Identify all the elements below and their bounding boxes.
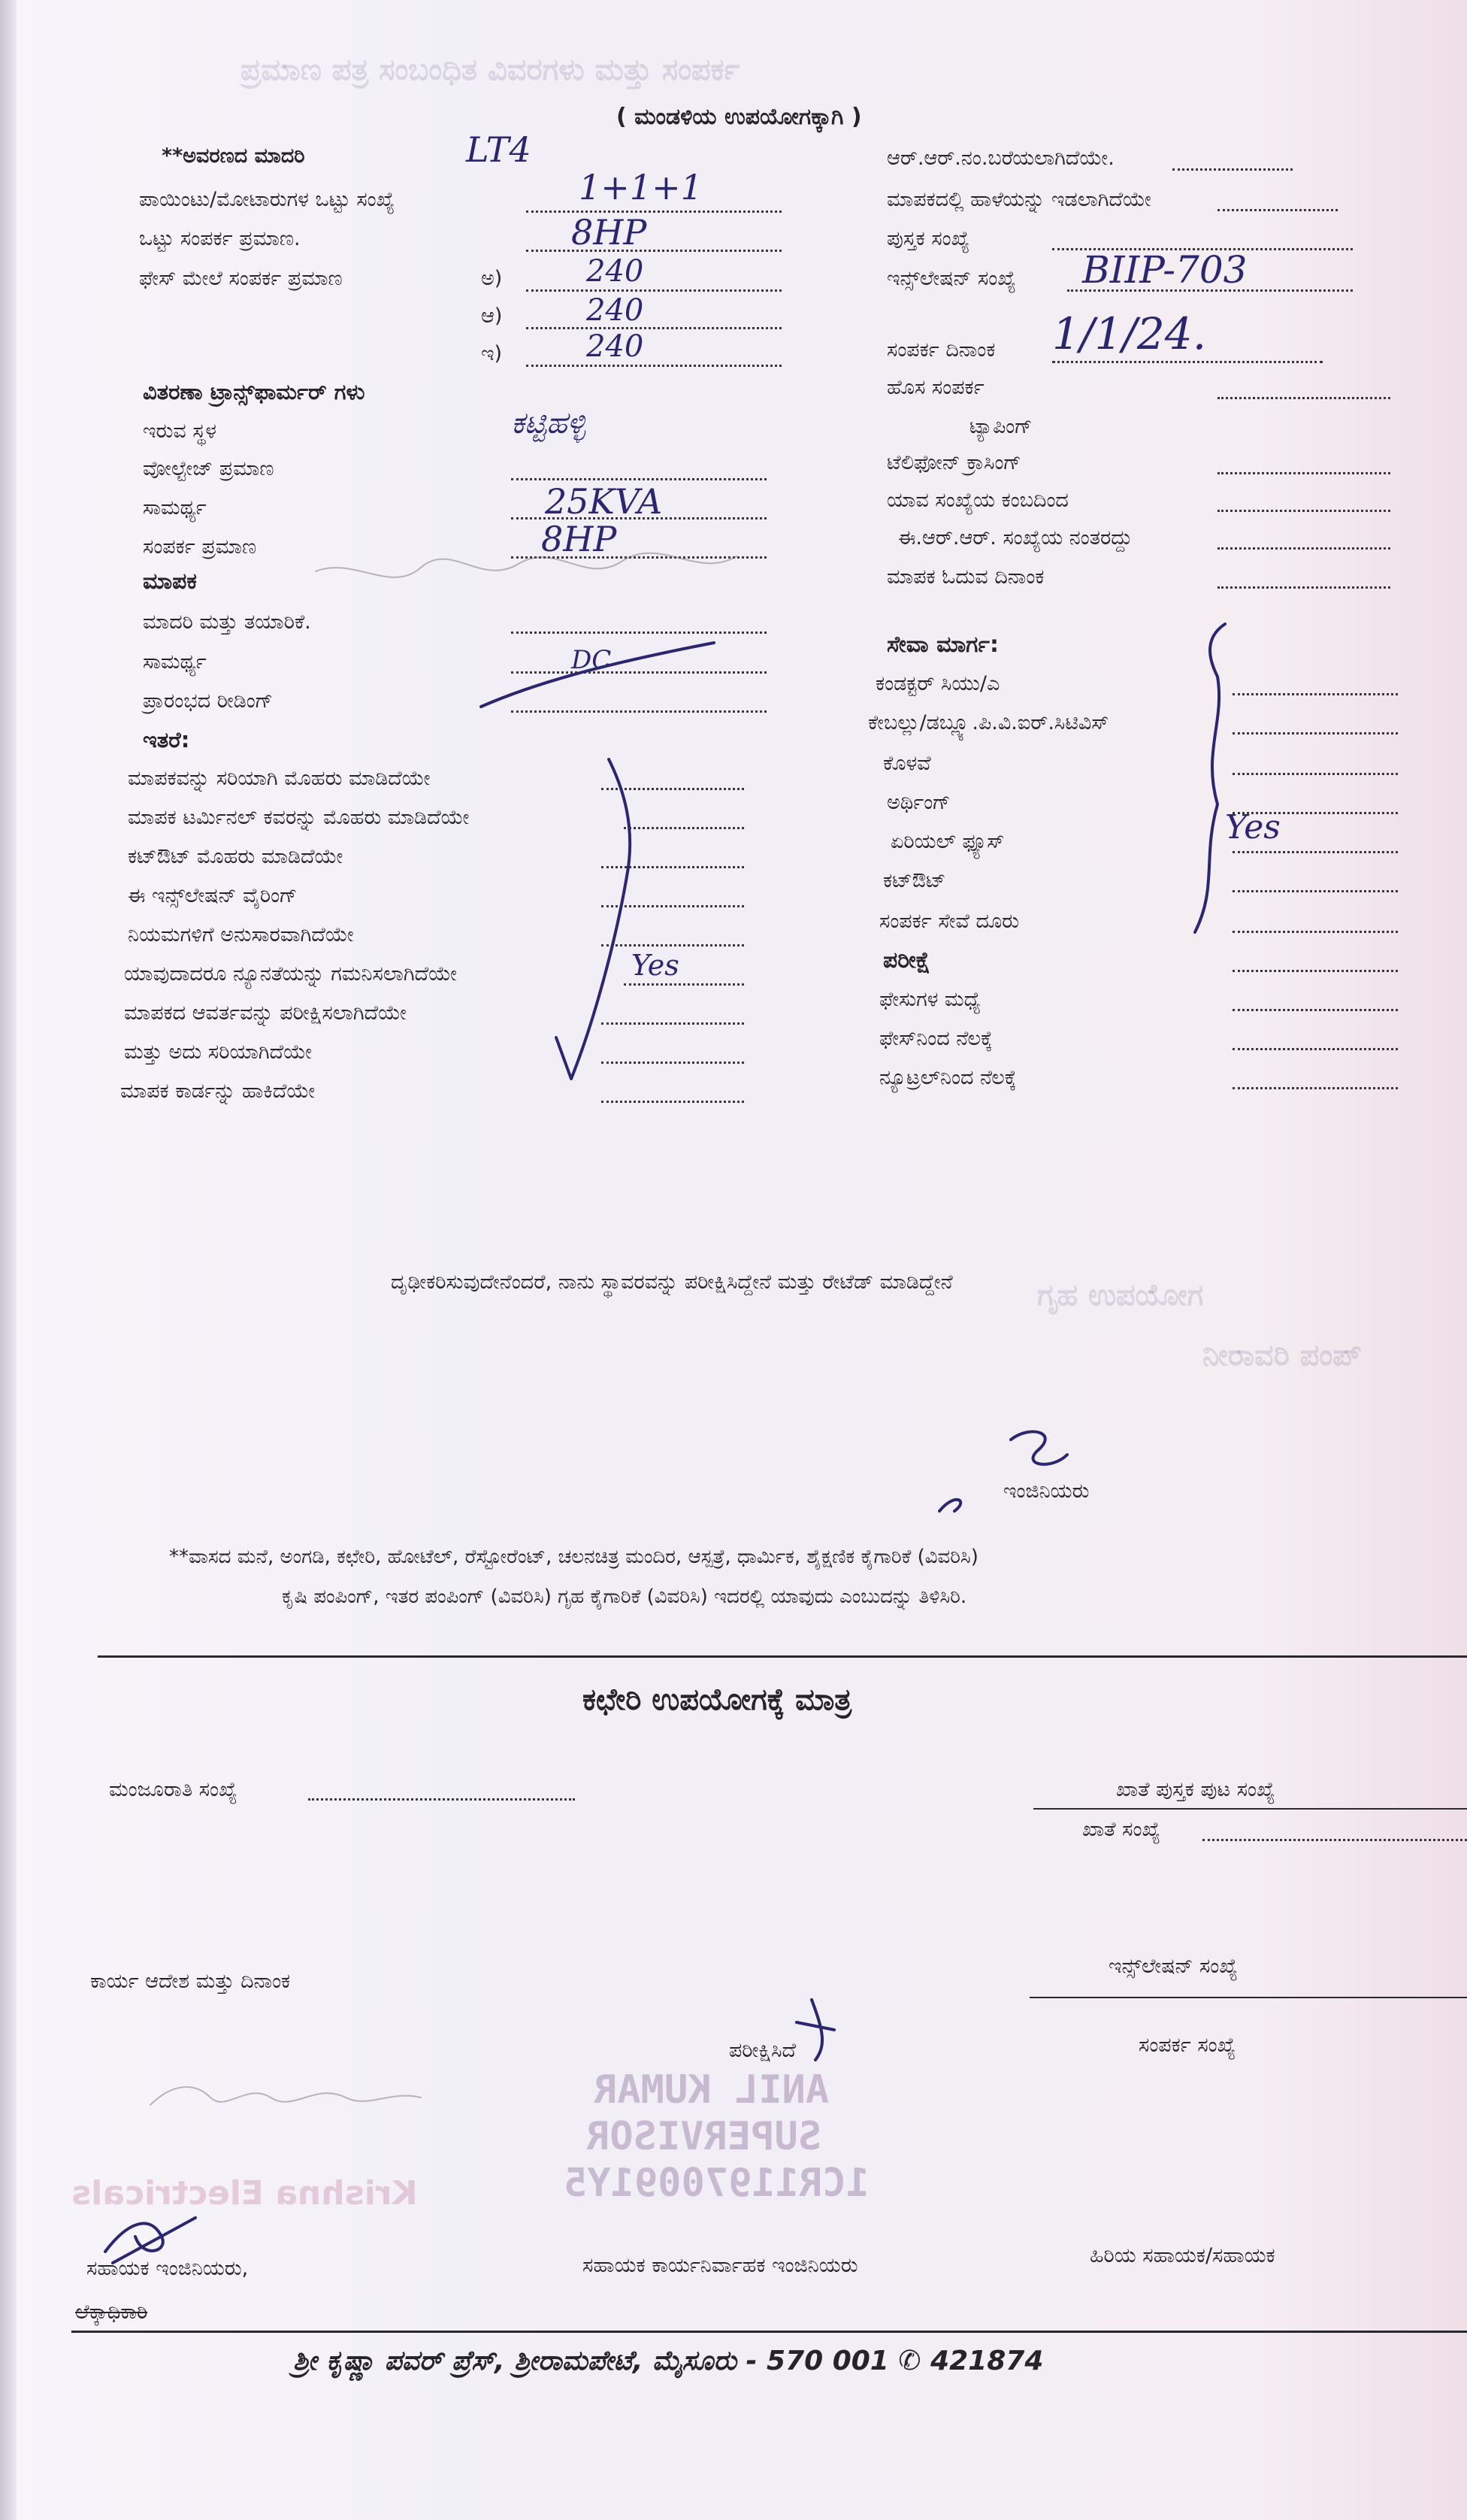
points-label: ಪಾಯಿಂಟು/ಮೋಟಾರುಗಳ ಒಟ್ಟು ಸಂಖ್ಯೆ xyxy=(139,188,395,211)
phase-a-value: 240 xyxy=(586,254,644,289)
footnote-line-2: ಕೃಷಿ ಪಂಪಿಂಗ್, ಇತರ ಪಂಪಿಂಗ್ (ವಿವರಿಸಿ) ಗೃಹ ಕೈಗಾರಿಕೆ (ವಿವರಿಸಿ) ಇದರಲ್ಲಿ ಯಾವುದು ಎಂಬುದನ್ನು ತಿಳಿಸಿರಿ. xyxy=(282,1586,967,1608)
conn-load-value: 8HP xyxy=(541,519,617,559)
service-answer: Yes xyxy=(1225,808,1281,847)
form-title: ( ಮಂಡಳಿಯ ಉಪಯೋಗಕ್ಕಾಗಿ ) xyxy=(616,104,862,130)
new-connection-label: ಹೊಸ ಸಂಪರ್ಕ xyxy=(887,376,985,399)
location-value: ಕಟ್ಟಿಹಳ್ಳಿ xyxy=(511,406,586,441)
after-rr-label: ಈ.ಆರ್.ಆರ್. ಸಂಖ್ಯೆಯ ನಂತರದ್ದು xyxy=(898,526,1133,550)
accounts-officer-label: ಲೆಕ್ಕಾಧಿಕಾರಿ xyxy=(75,2300,148,2324)
faint-signature xyxy=(150,2087,421,2105)
check-meter-cycle: ಮಾಪಕದ ಆವರ್ತವನ್ನು ಪರೀಕ್ಷಿಸಲಾಗಿದೆಯೇ xyxy=(124,1001,407,1025)
aerial-fuse-label: ಏರಿಯಲ್ ಫ್ಯೂಸ್ xyxy=(891,830,1005,853)
printer-line: ಶ್ರೀ ಕೃಷ್ಣಾ ಪವರ್ ಪ್ರೆಸ್, ಶ್ರೀರಾಮಪೇಟೆ, ಮೈಸೂರು - 570 001 ✆ 421874 xyxy=(293,2346,1044,2376)
check-defects: ಯಾವುದಾದರೂ ನ್ಯೂನತೆಯನ್ನು ಗಮನಿಸಲಾಗಿದೆಯೇ xyxy=(124,962,457,986)
conn-load-label: ಸಂಪರ್ಕ ಪ್ರಮಾಣ xyxy=(143,535,257,559)
checks-answer: Yes xyxy=(631,949,679,982)
pole-label: ಯಾವ ಸಂಖ್ಯೆಯ ಕಂಬದಿಂದ xyxy=(887,489,1069,512)
meter-capacity-label: ಸಾಮರ್ಥ್ಯ xyxy=(143,650,207,674)
cable-label: ಕೇಬಲ್ಲು/ಡಬ್ಲ್ಯೂ.ಪಿ.ವಿ.ಐರ್.ಸಿಟಿವಿಸ್ xyxy=(868,711,1109,734)
check-meter-sealed: ಮಾಪಕವನ್ನು ಸರಿಯಾಗಿ ಮೊಹರು ಮಾಡಿದೆಯೇ xyxy=(128,767,431,790)
work-order-label: ಕಾರ್ಯ ಆದೇಶ ಮತ್ತು ದಿನಾಂಕ xyxy=(90,1970,291,1993)
check-meter-card: ಮಾಪಕ ಕಾರ್ಡನ್ನು ಹಾಕಿದೆಯೇ xyxy=(120,1080,316,1103)
cutout-label: ಕಟ್‌ಔಟ್ xyxy=(883,869,946,892)
asst-engineer-signature xyxy=(105,2218,195,2263)
phase-b-value: 240 xyxy=(586,293,644,328)
total-load-label: ಒಟ್ಟು ಸಂಪರ್ಕ ಪ್ರಮಾಣ. xyxy=(139,227,301,250)
rr-label: ಆರ್.ಆರ್.ನಂ.ಬರೆಯಲಾಗಿದೆಯೇ. xyxy=(887,147,1115,170)
installation-no-value: BIIP-703 xyxy=(1082,248,1248,292)
others-heading: ಇತರೆ: xyxy=(143,727,190,753)
conductor-label: ಕಂಡಕ್ಟರ್ ಸಿಯು/ಎ xyxy=(876,672,1000,695)
bleed-through-text: ನೀರಾವರಿ ಪಂಪ್ xyxy=(1202,1338,1362,1373)
installation-label: ಇನ್ಸ್‌ಲೇಷನ್ ಸಂಖ್ಯೆ xyxy=(1109,1955,1238,1978)
service-dist-label: ಸಂಪರ್ಕ ಸೇವೆ ದೂರು xyxy=(879,910,1020,933)
make-label: ಮಾದರಿ ಮತ್ತು ತಯಾರಿಕೆ. xyxy=(143,610,311,634)
engineer-signature xyxy=(939,1431,1067,1511)
check-terminal-cover: ಮಾಪಕ ಟರ್ಮಿನಲ್ ಕವರನ್ನು ಮೊಹರು ಮಾಡಿದೆಯೇ xyxy=(128,806,470,829)
meter-card-label: ಮಾಪಕದಲ್ಲಿ ಹಾಳೆಯನ್ನು ಇಡಲಾಗಿದೆಯೇ xyxy=(887,188,1151,211)
installation-no-label: ಇನ್ಸ್‌ಲೇಷನ್ ಸಂಖ್ಯೆ xyxy=(887,267,1016,290)
telephone-label: ಟೆಲಿಫೋನ್ ಕ್ರಾಸಿಂಗ್ xyxy=(887,451,1021,474)
aee-label: ಸಹಾಯಕ ಕಾರ್ಯನಿರ್ವಾಹಕ ಇಂಜಿನಿಯರು xyxy=(582,2254,858,2277)
bleed-through-text: ಪ್ರಮಾಣ ಪತ್ರ ಸಂಬಂಧಿತ ವಿವರಗಳು ಮತ್ತು ಸಂಪರ್ಕ xyxy=(240,53,740,87)
connection-date-label: ಸಂಪರ್ಕ ದಿನಾಂಕ xyxy=(887,338,996,362)
location-label: ಇರುವ ಸ್ಥಳ xyxy=(143,419,217,443)
phase-c-marker: ಇ) xyxy=(481,342,503,365)
sanction-label: ಮಂಜೂರಾತಿ ಸಂಖ್ಯೆ xyxy=(109,1778,237,1801)
meter-heading: ಮಾಪಕ xyxy=(143,568,197,595)
phase-b-marker: ಆ) xyxy=(481,304,503,328)
phase-c-value: 240 xyxy=(586,329,644,364)
tapping-heading: ಟ್ಯಾಪಿಂಗ್ xyxy=(969,415,1033,438)
tick-mark xyxy=(556,759,630,1079)
faint-bleed-scrawl xyxy=(316,553,737,577)
checked-label: ಪರೀಕ್ಷಿಸಿದೆ xyxy=(729,2039,797,2062)
phase-load-label: ಫೇಸ್ ಮೇಲೆ ಸಂಪರ್ಕ ಪ್ರಮಾಣ xyxy=(139,267,343,290)
check-cutout-sealed: ಕಟ್‌ಔಟ್ ಮೊಹರು ಮಾಡಿದೆಯೇ xyxy=(128,845,343,868)
asst-engineer-label: ಸಹಾಯಕ ಇಂಜಿನಿಯರು, xyxy=(86,2257,249,2280)
reading-day-label: ಮಾಪಕ ಓದುವ ದಿನಾಂಕ xyxy=(887,565,1045,589)
tests-heading: ಪರೀಕ್ಷೆ xyxy=(883,947,931,974)
phase-earth-label: ಫೇಸ್‌ನಿಂದ ನೆಲಕ್ಕೆ xyxy=(879,1027,993,1050)
bleed-through-text: ಗೃಹ ಉಪಯೋಗ xyxy=(1037,1278,1204,1313)
capacity-value: 25KVA xyxy=(545,481,663,522)
initial-reading-slash xyxy=(481,643,714,707)
contractor-stamp-line-1: Krishna Electricals xyxy=(71,2174,418,2213)
earthing-label: ಅರ್ಥಿಂಗ್ xyxy=(887,791,951,814)
points-value: 1+1+1 xyxy=(579,167,703,207)
service-heading: ಸೇವಾ ಮಾರ್ಗ: xyxy=(887,632,999,658)
tariff-label: **ಅವರಣದ ಮಾದರಿ xyxy=(162,144,305,168)
account-label: ಖಾತೆ ಸಂಖ್ಯೆ xyxy=(1082,1818,1160,1841)
connection-no-label: ಸಂಪರ್ಕ ಸಂಖ್ಯೆ xyxy=(1139,2034,1236,2057)
supervisor-stamp-line-3: 1CR11970091Y5 xyxy=(564,2161,870,2206)
phase-a-marker: ಅ) xyxy=(481,267,503,290)
bracket-right xyxy=(1195,624,1225,932)
ledger-page-label: ಖಾತೆ ಪುಸ್ತಕ ಪುಟ ಸಂಖ್ಯೆ xyxy=(1116,1778,1275,1801)
total-load-value: 8HP xyxy=(571,212,647,253)
check-rules: ನಿಯಮಗಳಿಗೆ ಅನುಸಾರವಾಗಿದೆಯೇ xyxy=(128,923,354,947)
connection-date-value: 1/1/24. xyxy=(1052,308,1207,359)
initial-reading-label: ಪ್ರಾರಂಭದ ರೀಡಿಂಗ್ xyxy=(143,689,274,713)
tariff-value: LT4 xyxy=(466,129,531,170)
check-correct: ಮತ್ತು ಅದು ಸರಿಯಾಗಿದೆಯೇ xyxy=(124,1040,312,1064)
voltage-label: ವೋಲ್ಟೇಜ್ ಪ್ರಮಾಣ xyxy=(143,457,274,480)
certification-text: ದೃಢೀಕರಿಸುವುದೇನೆಂದರೆ, ನಾನು ಸ್ಥಾವರವನ್ನು ಪರೀಕ್ಷಿಸಿದ್ದೇನೆ ಮತ್ತು ರೇಟೆಡ್ ಮಾಡಿದ್ದೇನೆ xyxy=(391,1271,953,1294)
footnote-line-1: **ವಾಸದ ಮನೆ, ಅಂಗಡಿ, ಕಛೇರಿ, ಹೋಟೆಲ್, ರೆಸ್ಟೋರೆಂಟ್, ಚಲನಚಿತ್ರ ಮಂದಿರ, ಆಸ್ಪತ್ರೆ, ಧಾರ್ಮಿಕ, ಶೈಕ್ಷಣಿಕ ಕೈಗಾರಿಕೆ (ವಿವರಿಸಿ) xyxy=(169,1546,979,1568)
engineer-label: ಇಂಜಿನಿಯರು xyxy=(1003,1480,1090,1503)
supervisor-stamp-line-1: ANIL KUMAR xyxy=(594,2067,830,2113)
neutral-earth-label: ನ್ಯೂಟ್ರಲ್‌ನಿಂದ ನೆಲಕ್ಕೆ xyxy=(879,1066,1017,1089)
supervisor-signature xyxy=(797,2000,834,2060)
pipe-label: ಕೊಳವೆ xyxy=(883,752,931,775)
capacity-label: ಸಾಮರ್ಥ್ಯ xyxy=(143,496,207,519)
book-no-label: ಪುಸ್ತಕ ಸಂಖ್ಯೆ xyxy=(887,227,970,250)
check-wiring: ಈ ಇನ್ಸ್‌ಲೇಷನ್ ವೈರಿಂಗ್ xyxy=(128,884,298,907)
senior-asst-label: ಹಿರಿಯ ಸಹಾಯಕ/ಸಹಾಯಕ xyxy=(1090,2244,1275,2267)
transformer-heading: ವಿತರಣಾ ಟ್ರಾನ್ಸ್‌ಫಾರ್ಮರ್ ಗಳು xyxy=(143,379,365,404)
between-phases-label: ಫೇಸುಗಳ ಮಧ್ಯೆ xyxy=(879,988,981,1011)
meter-capacity-value: DC xyxy=(571,645,612,675)
supervisor-stamp-line-2: SUPERVISOR xyxy=(586,2114,822,2159)
office-heading: ಕಛೇರಿ ಉಪಯೋಗಕ್ಕೆ ಮಾತ್ರ xyxy=(582,1683,852,1717)
